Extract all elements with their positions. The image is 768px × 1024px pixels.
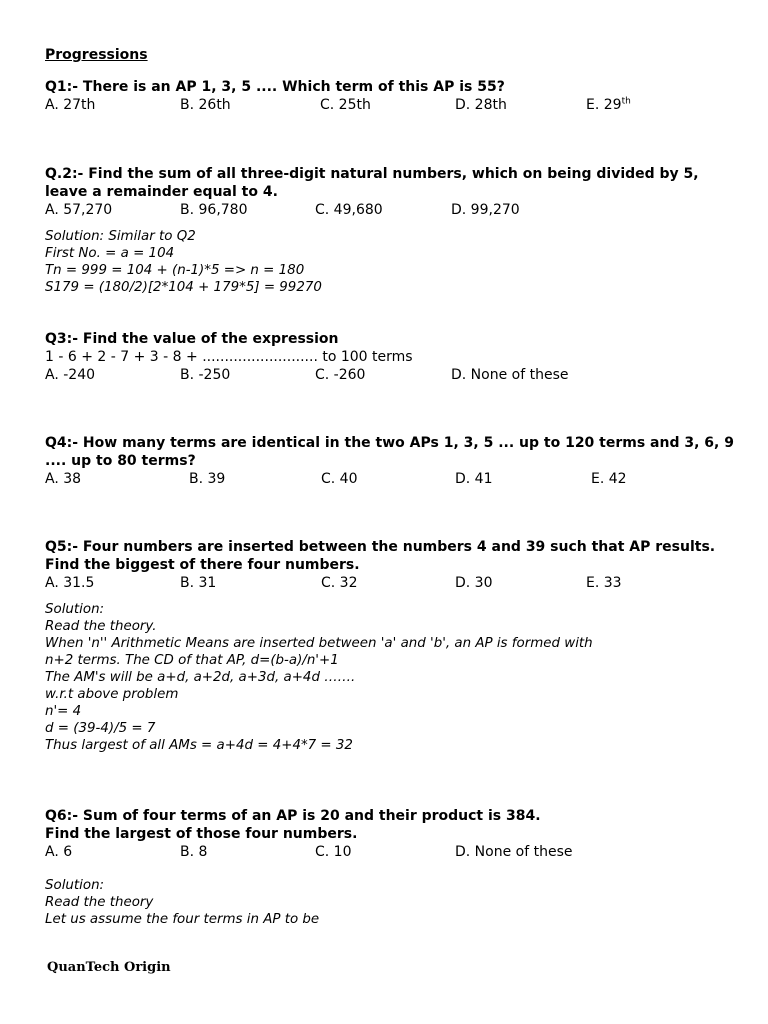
- question-5-text-line2: Find the biggest of there four numbers.: [45, 557, 360, 573]
- question-2-solution: [45, 228, 725, 296]
- solution-line: Let us assume the four terms in AP to be: [45, 912, 320, 927]
- question-5: [45, 538, 725, 754]
- question-4-text-line2: .... up to 80 terms?: [45, 453, 196, 469]
- option-e-sup: th: [621, 96, 631, 107]
- question-3-options: [45, 366, 725, 384]
- option-d: D. 99,270: [451, 202, 520, 218]
- question-4: [45, 434, 734, 488]
- question-4-text-line1: Q4:- How many terms are identical in the two APs 1, 3, 5 ... up to 120 terms and 3, 6, 9: [45, 435, 734, 451]
- option-b: B. -250: [180, 367, 231, 383]
- option-c: C. 40: [321, 471, 358, 487]
- option-c: C. -260: [315, 367, 366, 383]
- option-e: [586, 96, 631, 114]
- question-1-text: Q1:- There is an AP 1, 3, 5 .... Which term of this AP is 55?: [45, 79, 505, 95]
- option-a: A. -240: [45, 367, 96, 383]
- option-d: D. 41: [455, 471, 493, 487]
- option-a: A. 38: [45, 471, 82, 487]
- option-b: B. 96,780: [180, 202, 248, 218]
- solution-line: When 'n'' Arithmetic Means are inserted between 'a' and 'b', an AP is formed with: [45, 636, 593, 651]
- solution-line: Solution:: [45, 602, 105, 617]
- question-1-options: [45, 96, 725, 114]
- solution-line: Thus largest of all AMs = a+4d = 4+4*7 = 32: [45, 738, 353, 753]
- solution-line: d = (39-4)/5 = 7: [45, 721, 156, 736]
- option-b: B. 26th: [180, 97, 231, 113]
- question-4-options: [45, 470, 725, 488]
- solution-line: Read the theory.: [45, 619, 157, 634]
- option-a: A. 27th: [45, 97, 96, 113]
- question-5-text-line1: Q5:- Four numbers are inserted between the numbers 4 and 39 such that AP results.: [45, 539, 716, 555]
- question-3-expression: 1 - 6 + 2 - 7 + 3 - 8 + .......................... to 100 terms: [45, 349, 413, 365]
- solution-line: Solution: Similar to Q2: [45, 229, 196, 244]
- question-2-options: [45, 201, 725, 219]
- option-a: A. 6: [45, 844, 73, 860]
- option-d: D. 28th: [455, 97, 507, 113]
- solution-line: S179 = (180/2)[2*104 + 179*5] = 99270: [45, 280, 322, 295]
- solution-line: The AM's will be a+d, a+2d, a+3d, a+4d …….: [45, 670, 356, 685]
- solution-line: Tn = 999 = 104 + (n-1)*5 => n = 180: [45, 263, 305, 278]
- question-2-text-line2: leave a remainder equal to 4.: [45, 184, 278, 200]
- solution-line: Read the theory: [45, 895, 154, 910]
- question-5-options: [45, 574, 725, 592]
- solution-line: n+2 terms. The CD of that AP, d=(b-a)/n'+1: [45, 653, 339, 668]
- solution-line: w.r.t above problem: [45, 687, 179, 702]
- question-6-options: [45, 843, 725, 861]
- document-page: [45, 46, 734, 928]
- question-2: [45, 165, 725, 296]
- footer-brand: QuanTech Origin: [47, 960, 171, 975]
- option-a: A. 31.5: [45, 575, 95, 591]
- option-b: B. 31: [180, 575, 217, 591]
- question-1: [45, 78, 725, 114]
- option-c: C. 32: [321, 575, 358, 591]
- question-5-solution: [45, 601, 725, 754]
- option-e-text: E. 29: [586, 97, 622, 113]
- option-d: D. None of these: [455, 844, 573, 860]
- solution-line: First No. = a = 104: [45, 246, 175, 261]
- question-6-solution: [45, 877, 725, 928]
- solution-line: Solution:: [45, 878, 105, 893]
- option-c: C. 49,680: [315, 202, 383, 218]
- option-a: A. 57,270: [45, 202, 113, 218]
- option-b: B. 39: [189, 471, 226, 487]
- question-6-text-line2: Find the largest of those four numbers.: [45, 826, 358, 842]
- option-d: D. 30: [455, 575, 493, 591]
- option-b: B. 8: [180, 844, 208, 860]
- page-title: Progressions: [45, 47, 148, 63]
- option-c: C. 10: [315, 844, 352, 860]
- question-6: [45, 807, 725, 928]
- option-e: E. 33: [586, 575, 622, 591]
- option-c: C. 25th: [320, 97, 371, 113]
- question-6-text-line1: Q6:- Sum of four terms of an AP is 20 and their product is 384.: [45, 808, 541, 824]
- question-2-text-line1: Q.2:- Find the sum of all three-digit natural numbers, which on being divided by 5,: [45, 166, 699, 182]
- solution-line: n'= 4: [45, 704, 82, 719]
- question-3-text: Q3:- Find the value of the expression: [45, 331, 339, 347]
- option-e: E. 42: [591, 471, 627, 487]
- option-d: D. None of these: [451, 367, 569, 383]
- question-3: [45, 330, 725, 384]
